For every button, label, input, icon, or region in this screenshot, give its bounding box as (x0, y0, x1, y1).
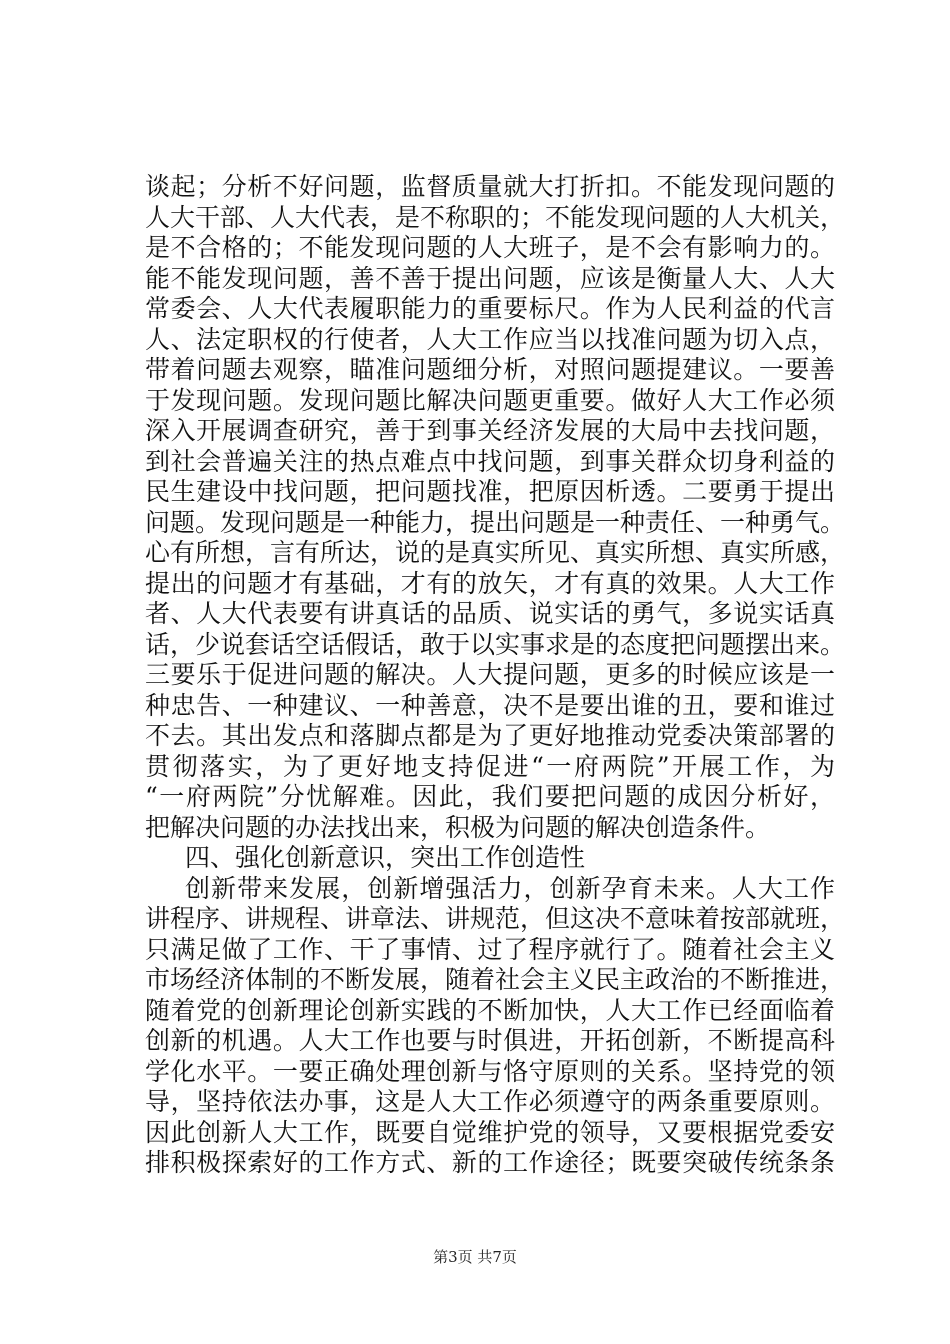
text-line: 学化水平。一要正确处理创新与恪守原则的关系。坚持党的领 (145, 1056, 835, 1086)
text-line: 能不能发现问题，善不善于提出问题，应该是衡量人大、人大 (145, 263, 835, 293)
text-line: 随着党的创新理论创新实践的不断加快，人大工作已经面临着 (145, 995, 835, 1025)
text-line: 于发现问题。发现问题比解决问题更重要。做好人大工作必须 (145, 385, 835, 415)
text-line: 种忠告、一种建议、一种善意，决不是要出谁的丑，要和谁过 (145, 690, 835, 720)
text-line: 把解决问题的办法找出来，积极为问题的解决创造条件。 (145, 812, 771, 842)
text-line: 话，少说套话空话假话，敢于以实事求是的态度把问题摆出来。 (145, 629, 846, 659)
text-line: 带着问题去观察，瞄准问题细分析，对照问题提建议。一要善 (145, 355, 835, 384)
text-line: 人大干部、人大代表，是不称职的；不能发现问题的人大机关， (145, 202, 846, 232)
text-line: 者、人大代表要有讲真话的品质、说实话的勇气，多说实话真 (145, 599, 835, 628)
text-line: 创新带来发展，创新增强活力，创新孕育未来。人大工作 (185, 873, 835, 903)
text-line: 心有所想，言有所达，说的是真实所见、真实所想、真实所感， (145, 538, 846, 567)
text-line: 讲程序、讲规程、讲章法、讲规范，但这决不意味着按部就班， (145, 904, 846, 933)
text-line: 市场经济体制的不断发展，随着社会主义民主政治的不断推进， (145, 965, 846, 994)
text-line: 不去。其出发点和落脚点都是为了更好地推动党委决策部署的 (145, 721, 835, 750)
text-line: 只满足做了工作、干了事情、过了程序就行了。随着社会主义 (145, 934, 835, 964)
text-line: 排积极探索好的工作方式、新的工作途径；既要突破传统条条 (145, 1148, 835, 1177)
text-line: 提出的问题才有基础，才有的放矢，才有真的效果。人大工作 (145, 568, 835, 598)
text-line: “一府两院”分忧解难。因此，我们要把问题的成因分析好， (145, 782, 835, 811)
section-heading: 四、强化创新意识，突出工作创造性 (185, 843, 586, 872)
text-line: 深入开展调查研究，善于到事关经济发展的大局中去找问题， (145, 416, 835, 445)
text-line: 谈起；分析不好问题，监督质量就大打折扣。不能发现问题的 (145, 172, 835, 201)
text-line: 贯彻落实，为了更好地支持促进“一府两院”开展工作，为 (145, 751, 835, 781)
text-line: 到社会普遍关注的热点难点中找问题，到事关群众切身利益的 (145, 446, 835, 476)
text-line: 是不合格的；不能发现问题的人大班子，是不会有影响力的。 (145, 233, 835, 262)
document-body (145, 172, 846, 1179)
text-line: 问题。发现问题是一种能力，提出问题是一种责任、一种勇气。 (145, 507, 846, 537)
text-line: 常委会、人大代表履职能力的重要标尺。作为人民利益的代言 (145, 294, 835, 323)
text-line: 人、法定职权的行使者，人大工作应当以找准问题为切入点， (145, 324, 835, 354)
text-line: 创新的机遇。人大工作也要与时俱进，开拓创新，不断提高科 (145, 1026, 835, 1055)
text-line: 导，坚持依法办事，这是人大工作必须遵守的两条重要原则。 (145, 1087, 835, 1116)
page-number-footer: 第3页 共7页 (433, 1248, 517, 1266)
text-line: 民生建设中找问题，把问题找准，把原因析透。二要勇于提出 (145, 477, 835, 506)
text-line: 三要乐于促进问题的解决。人大提问题，更多的时候应该是一 (145, 660, 835, 689)
text-line: 因此创新人大工作，既要自觉维护党的领导，又要根据党委安 (145, 1117, 835, 1147)
